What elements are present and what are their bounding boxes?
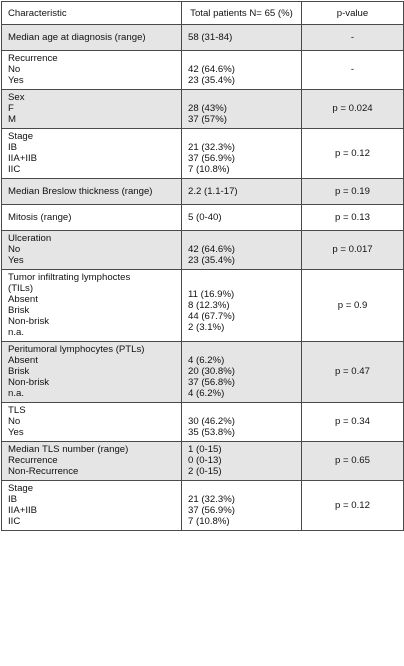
table-row-sex	[2, 90, 404, 129]
row-pvalue: p = 0.017	[302, 231, 404, 270]
table-row-median-tls-number	[2, 442, 404, 481]
table-row-breslow	[2, 179, 404, 205]
row-pvalue: p = 0.12	[302, 129, 404, 179]
row-label: Sex F M	[2, 90, 182, 129]
row-values: 30 (46.2%) 35 (53.8%)	[182, 403, 302, 442]
row-pvalue: p = 0.12	[302, 481, 404, 531]
row-label: Median age at diagnosis (range)	[2, 25, 182, 51]
row-values: 2.2 (1.1-17)	[182, 179, 302, 205]
row-values: 11 (16.9%) 8 (12.3%) 44 (67.7%) 2 (3.1%)	[182, 270, 302, 342]
table-row-stage-2	[2, 481, 404, 531]
row-label: Ulceration No Yes	[2, 231, 182, 270]
row-values: 58 (31-84)	[182, 25, 302, 51]
row-label: Peritumoral lymphocytes (PTLs) Absent Brisk Non-brisk n.a.	[2, 342, 182, 403]
table-row-tils	[2, 270, 404, 342]
row-label: Stage IB IIA+IIB IIC	[2, 129, 182, 179]
row-label: TLS No Yes	[2, 403, 182, 442]
row-pvalue: p = 0.13	[302, 205, 404, 231]
row-values: 5 (0-40)	[182, 205, 302, 231]
header-total: Total patients N= 65 (%)	[182, 2, 302, 25]
row-values: 21 (32.3%) 37 (56.9%) 7 (10.8%)	[182, 481, 302, 531]
row-pvalue: p = 0.024	[302, 90, 404, 129]
row-label: Median TLS number (range) Recurrence Non-Recurrence	[2, 442, 182, 481]
row-values: 42 (64.6%) 23 (35.4%)	[182, 51, 302, 90]
row-pvalue: -	[302, 25, 404, 51]
row-pvalue: p = 0.65	[302, 442, 404, 481]
row-label: Recurrence No Yes	[2, 51, 182, 90]
table-row-mitosis	[2, 205, 404, 231]
table-row-recurrence	[2, 51, 404, 90]
row-label: Mitosis (range)	[2, 205, 182, 231]
header-characteristic: Characteristic	[2, 2, 182, 25]
row-label: Tumor infiltrating lymphoctes (TILs) Absent Brisk Non-brisk n.a.	[2, 270, 182, 342]
patient-characteristics-table	[1, 1, 404, 531]
row-pvalue: -	[302, 51, 404, 90]
row-values: 28 (43%) 37 (57%)	[182, 90, 302, 129]
header-row	[2, 2, 404, 25]
table-row-ulceration	[2, 231, 404, 270]
row-pvalue: p = 0.19	[302, 179, 404, 205]
row-pvalue: p = 0.47	[302, 342, 404, 403]
row-values: 42 (64.6%) 23 (35.4%)	[182, 231, 302, 270]
row-values: 4 (6.2%) 20 (30.8%) 37 (56.8%) 4 (6.2%)	[182, 342, 302, 403]
table-row-stage	[2, 129, 404, 179]
row-pvalue: p = 0.34	[302, 403, 404, 442]
row-values: 21 (32.3%) 37 (56.9%) 7 (10.8%)	[182, 129, 302, 179]
table-row-tls	[2, 403, 404, 442]
row-values: 1 (0-15) 0 (0-13) 2 (0-15)	[182, 442, 302, 481]
header-pvalue: p-value	[302, 2, 404, 25]
row-pvalue: p = 0.9	[302, 270, 404, 342]
row-label: Stage IB IIA+IIB IIC	[2, 481, 182, 531]
table-row-median-age	[2, 25, 404, 51]
table-row-ptls	[2, 342, 404, 403]
row-label: Median Breslow thickness (range)	[2, 179, 182, 205]
